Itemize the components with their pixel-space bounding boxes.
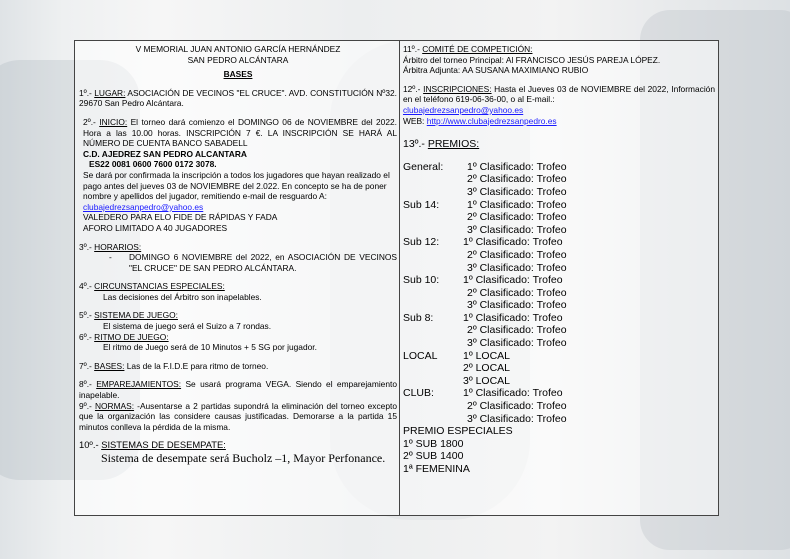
prize-item: 3º Clasificado: Trofeo [466, 261, 567, 274]
prize-item: 1º Clasificado: Trofeo [462, 387, 563, 400]
section-heading: CIRCUNSTANCIAS ESPECIALES: [94, 281, 225, 292]
tournament-title: V MEMORIAL JUAN ANTONIO GARCÍA HERNÁNDEZ [135, 44, 341, 54]
prize-item: 1º Clasificado: Trofeo [462, 311, 563, 324]
section-heading: LUGAR: [94, 87, 126, 98]
section-number: 2º.- [83, 116, 100, 127]
section-number: 7º.- [79, 360, 95, 371]
website-link[interactable]: http://www.clubajedrezsanpedro.es [426, 115, 557, 126]
prize-item: 2º Clasificado: Trofeo [466, 400, 567, 413]
section-text: -Ausentarse a 2 partidas supondrá la eliminación del torneo excepto que la organización las considere causas justificadas. Demorarse a la partida 15 minutos conlleva la pérdida de la misma. [79, 400, 397, 432]
elo-note: VALEDERO PARA ELO FIDE DE RÁPIDAS Y FADA [83, 212, 278, 223]
left-column [75, 41, 400, 515]
prize-group-sub10 [403, 274, 715, 312]
prize-category: LOCAL [402, 349, 438, 362]
section-comite [403, 44, 715, 55]
section-sistema [79, 310, 397, 321]
prize-item: 1º LOCAL [462, 349, 511, 362]
section-emparejamientos [79, 379, 397, 400]
section-heading: EMPAREJAMIENTOS: [96, 379, 182, 390]
prize-category: Sub 8: [402, 311, 434, 324]
prize-group-local [403, 350, 715, 388]
special-prize-item: 1ª FEMENINA [402, 463, 470, 475]
prize-item: 2º Clasificado: Trofeo [466, 286, 567, 299]
section-number: 1º.- [79, 87, 95, 98]
section-number: 11º.- [402, 44, 423, 54]
web-label: WEB: [402, 115, 427, 126]
section-number: 12º.- [402, 83, 424, 94]
prize-item: 2º LOCAL [462, 362, 511, 375]
section-premios [403, 138, 715, 151]
rules-table [74, 40, 719, 516]
schedule-text: DOMINGO 6 NOVIEMBRE del 2022, en ASOCIACIÓN DE VECINOS "EL CRUCE" DE SAN PEDRO ALCÁNTARA. [129, 252, 397, 273]
email-link[interactable]: clubajedrezsanpedro@yahoo.es [83, 201, 204, 212]
section-ritmo [79, 332, 397, 343]
prize-category: General: [402, 160, 444, 173]
prize-category: Sub 12: [402, 236, 440, 249]
section-text: Las de la F.I.D.E para ritmo de torneo. [124, 360, 269, 371]
special-prize-item: 2º SUB 1400 [402, 450, 464, 463]
principal-arbiter: Árbitro del torneo Principal: Al FRANCISCO JESÚS PAREJA LÓPEZ. [402, 54, 661, 65]
section-text: Las decisiones del Árbitro son inapelables. [103, 291, 262, 302]
section-desempate [79, 440, 397, 451]
section-horarios [79, 242, 397, 253]
section-text: ASOCIACIÓN DE VECINOS "EL CRUCE". AVD. CONSTITUCIÓN Nº32. 29670 San Pedro Alcántara. [79, 87, 397, 109]
bank-iban: ES22 0081 0600 7600 0172 3078. [89, 159, 217, 170]
right-column [400, 41, 718, 515]
prize-item: 2º Clasificado: Trofeo [466, 248, 567, 261]
section-text: Hasta el Jueves 03 de NOVIEMBRE del 2022, Información en el teléfono 619-06-36-00, o al E-mail.: [402, 83, 715, 105]
section-number: 8º.- [79, 379, 97, 390]
section-bases [79, 361, 397, 372]
prize-list [403, 161, 715, 476]
section-number: 9º.- [79, 400, 95, 411]
bank-account-holder: C.D. AJEDREZ SAN PEDRO ALCANTARA [83, 148, 247, 159]
section-heading: BASES: [94, 360, 125, 371]
section-heading: SISTEMAS DE DESEMPATE: [101, 439, 226, 451]
prize-item: 2º Clasificado: Trofeo [466, 324, 567, 337]
prize-group-club [403, 387, 715, 425]
section-heading: NORMAS: [94, 400, 135, 411]
prize-item: 3º Clasificado: Trofeo [466, 223, 567, 236]
section-number: 6º.- [79, 331, 95, 342]
prize-item: 1º Clasificado: Trofeo [462, 236, 563, 249]
section-heading: INSCRIPCIONES: [423, 83, 492, 94]
section-lugar [79, 88, 397, 109]
section-text: Se usará programa VEGA. Siendo el emparejamiento inapelable. [79, 379, 397, 401]
prize-item: 3º Clasificado: Trofeo [466, 299, 567, 312]
prize-category: CLUB: [402, 387, 434, 400]
section-circunstancias [79, 281, 397, 292]
prize-item: 3º Clasificado: Trofeo [466, 185, 567, 198]
prize-group-general [403, 161, 715, 199]
prize-item: 1º Clasificado: Trofeo [466, 198, 567, 211]
prize-item: 2º Clasificado: Trofeo [466, 211, 567, 224]
prize-item: 3º Clasificado: Trofeo [466, 412, 567, 425]
section-number: 5º.- [79, 310, 95, 321]
prize-category: Sub 10: [402, 274, 440, 287]
section-number: 13º.- [402, 138, 428, 151]
section-heading: HORARIOS: [94, 241, 142, 252]
prize-item: 1º Clasificado: Trofeo [462, 274, 563, 287]
section-number: 10º.- [79, 439, 102, 451]
section-heading: RITMO DE JUEGO: [94, 331, 169, 342]
tiebreak-text: Sistema de desempate será Bucholz –1, Mayor Perfonance. [101, 451, 386, 465]
section-number: 3º.- [79, 241, 95, 252]
assistant-arbiter: Árbitra Adjunta: AA SUSANA MAXIMIANO RUBIO [402, 65, 589, 76]
prize-group-sub14 [403, 199, 715, 237]
capacity-note: AFORO LIMITADO A 40 JUGADORES [83, 222, 228, 233]
special-prizes-heading: PREMIO ESPECIALES [402, 425, 513, 438]
prize-item: 3º LOCAL [462, 374, 511, 387]
prize-group-sub12 [403, 236, 715, 274]
prize-item: 2º Clasificado: Trofeo [466, 173, 567, 186]
prize-item: 1º Clasificado: Trofeo [466, 160, 567, 173]
section-text: El ritmo de Juego será de 10 Minutos + 5 SG por jugador. [103, 342, 317, 353]
section-number: 4º.- [79, 281, 95, 292]
bullet-dash: - [109, 252, 112, 263]
schedule-item [79, 252, 397, 273]
tournament-location: SAN PEDRO ALCÁNTARA [187, 54, 289, 65]
section-text: Se dará por confirmada la inscripción a todos los jugadores que hayan realizado el pago antes del jueves 03 de NOVIEMBRE del 2.022. En concepto se ha de poner nombre y apellidos del jugador, remitiendo e-mail de resguardo A: [83, 169, 390, 202]
prize-item: 3º Clasificado: Trofeo [466, 337, 567, 350]
section-text: El sistema de juego será el Suizo a 7 rondas. [103, 321, 272, 332]
prize-category: Sub 14: [402, 198, 440, 211]
bases-heading: BASES [223, 69, 253, 80]
prize-group-sub8 [403, 312, 715, 350]
section-text: El torneo dará comienzo el DOMINGO 06 de NOVIEMBRE del 2022. Hora a las 10.00 horas. INSCRIPCIÓN 7 €. LA INSCRIPCIÓN SE HARÁ AL NÚMERO DE CUENTA BANCO SABADELL [83, 116, 397, 149]
special-prize-item: 1º SUB 1800 [402, 437, 464, 450]
section-heading: PREMIOS: [427, 138, 480, 151]
section-heading: SISTEMA DE JUEGO: [94, 310, 178, 321]
section-normas [79, 401, 397, 433]
section-heading: COMITÉ DE COMPETICIÓN: [422, 44, 533, 54]
section-heading: INICIO: [99, 116, 128, 127]
email-link[interactable]: clubajedrezsanpedro@yahoo.es [402, 104, 524, 115]
section-inicio [79, 117, 397, 234]
section-inscripciones [403, 84, 715, 105]
